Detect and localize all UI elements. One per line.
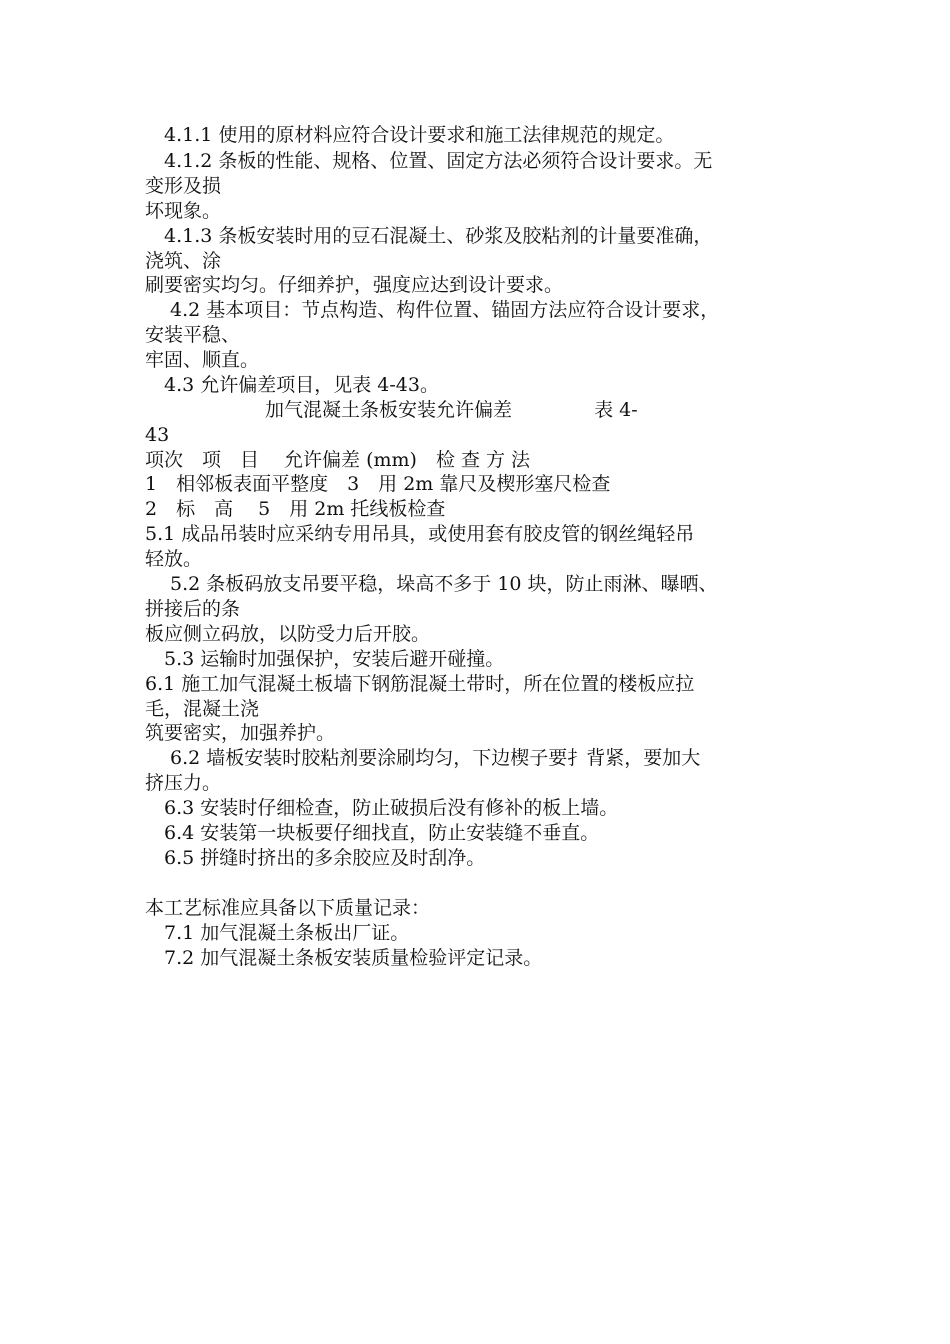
- text-line: 6.3 安装时仔细检查，防止破损后没有修补的板上墙。: [145, 797, 619, 819]
- text-line: 浇筑、涂: [145, 250, 222, 272]
- text-line: 6.2 墙板安装时胶粘剂要涂刷均匀，下边楔子要扌背紧，要加大: [145, 747, 701, 769]
- table-row: 1 相邻板表面平整度 3 用 2m 靠尺及楔形塞尺检查: [145, 473, 611, 495]
- text-line: 轻放。: [145, 548, 203, 570]
- text-line: 筑要密实，加强养护。: [145, 722, 336, 744]
- text-line: 4.3 允许偏差项目，见表 4-43。: [145, 374, 439, 396]
- text-line: 毛，混凝土浇: [145, 698, 260, 720]
- text-line: 5.2 条板码放支吊要平稳，垛高不多于 10 块，防止雨淋、曝晒、: [145, 573, 718, 595]
- text-line: 刷要密实均匀。仔细养护，强度应达到设计要求。: [145, 274, 564, 296]
- table-caption-continued: 43: [145, 424, 170, 446]
- text-line: 变形及损: [145, 175, 222, 197]
- text-line: 5.1 成品吊装时应采纳专用吊具，或使用套有胶皮管的钢丝绳轻吊: [145, 523, 695, 545]
- text-line: 4.1.3 条板安装时用的豆石混凝土、砂浆及胶粘剂的计量要准确，: [145, 225, 713, 247]
- text-line: 4.1.1 使用的原材料应符合设计要求和施工法律规范的规定。: [145, 124, 675, 146]
- text-line: 6.4 安装第一块板要仔细找直，防止安装缝不垂直。: [145, 822, 600, 844]
- text-line: 板应侧立码放，以防受力后开胶。: [145, 623, 431, 645]
- text-line: 4.2 基本项目：节点构造、构件位置、锚固方法应符合设计要求，: [145, 299, 720, 321]
- text-line: 安装平稳、: [145, 324, 241, 346]
- text-line: 5.3 运输时加强保护，安装后避开碰撞。: [145, 648, 505, 670]
- text-line: 本工艺标准应具备以下质量记录：: [145, 897, 431, 919]
- text-line: 6.1 施工加气混凝土板墙下钢筋混凝土带时，所在位置的楼板应拉: [145, 673, 695, 695]
- text-line: 7.1 加气混凝土条板出厂证。: [145, 922, 410, 944]
- text-line: 拼接后的条: [145, 598, 241, 620]
- text-line: 挤压力。: [145, 772, 222, 794]
- text-line: 牢固、顺直。: [145, 349, 260, 371]
- text-line: 坏现象。: [145, 200, 222, 222]
- table-row: 2 标 高 5 用 2m 托线板检查: [145, 498, 446, 520]
- text-line: 4.1.2 条板的性能、规格、位置、固定方法必须符合设计要求。无: [145, 150, 713, 172]
- text-line: 6.5 拼缝时挤出的多余胶应及时刮净。: [145, 847, 486, 869]
- table-header-row: 项次 项 目 允许偏差 (mm) 检 查 方 法: [145, 449, 531, 471]
- table-caption: 加气混凝土条板安装允许偏差 表 4-: [145, 399, 638, 421]
- text-line: 7.2 加气混凝土条板安装质量检验评定记录。: [145, 947, 543, 969]
